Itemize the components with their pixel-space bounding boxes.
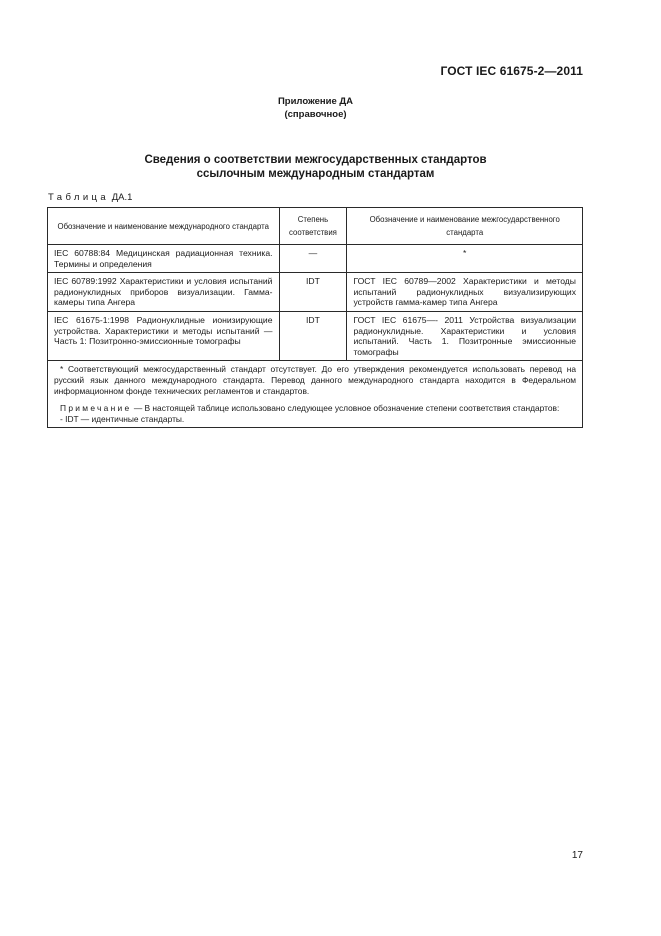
- cell-international-standard: IEC 60789:1992 Характеристики и условия испытаний радионуклидных приборов визуализации. Гамма-камеры типа Ангера: [48, 273, 280, 312]
- table-note-item: - IDT — идентичные стандарты.: [60, 413, 185, 424]
- correspondence-table: [47, 207, 583, 428]
- standard-code-header: ГОСТ IEC 61675-2—2011: [440, 64, 583, 78]
- table-row: [48, 273, 583, 312]
- header-interstate-standard: Обозначение и наименование межгосударственного стандарта: [347, 208, 583, 245]
- document-title-line-1: Сведения о соответствии межгосударственных стандартов: [144, 154, 487, 166]
- table-note: [54, 403, 576, 414]
- appendix-subtitle: (справочное): [284, 109, 347, 120]
- table-footnote: * Соответствующий межгосударственный стандарт отсутствует. До его утверждения рекомендуется использовать перевод на русский язык данного международного стандарта. Перевод данного международного стандарта находится в Федеральном информационном фонде технических регламентов и стандартов.: [54, 364, 576, 396]
- cell-degree: IDT: [279, 273, 347, 312]
- table-caption-word: Таблица: [48, 192, 110, 203]
- cell-international-standard: IEC 61675-1:1998 Радионуклидные ионизирующие устройства. Характеристики и методы испытаний — Часть 1: Позитронно-эмиссионные томографы: [48, 311, 280, 360]
- document-title: [0, 153, 631, 181]
- table-row: [48, 311, 583, 360]
- table-notes-cell: [48, 361, 583, 428]
- appendix-heading: [0, 95, 631, 121]
- cell-degree: —: [279, 245, 347, 273]
- cell-interstate-standard: ГОСТ IEC 61675—- 2011 Устройства визуализации радионуклидные. Характеристики и условия испытаний. Часть 1. Позитронные эмиссионные томографы: [347, 311, 583, 360]
- appendix-title: Приложение ДА: [277, 96, 354, 107]
- cell-interstate-standard: *: [347, 245, 583, 273]
- table-row: [48, 245, 583, 273]
- table-caption-number: ДА.1: [111, 192, 133, 203]
- table-note-text: — В настоящей таблице использовано следующее условное обозначение степени соответствия стандартов:: [133, 403, 560, 414]
- table-notes-row: [48, 361, 583, 428]
- header-international-standard: Обозначение и наименование международного стандарта: [48, 208, 280, 245]
- document-title-line-2: ссылочным международным стандартам: [196, 168, 435, 180]
- cell-interstate-standard: ГОСТ IEC 60789—2002 Характеристики и методы испытаний радионуклидных визуализирующих устройств гамма-камер типа Ангера: [347, 273, 583, 312]
- cell-international-standard: IEC 60788:84 Медицинская радиационная техника. Термины и определения: [48, 245, 280, 273]
- table-note-label: Примечание: [60, 403, 132, 414]
- header-degree-of-correspondence: Степень соответствия: [279, 208, 347, 245]
- cell-degree: IDT: [279, 311, 347, 360]
- table-header-row: [48, 208, 583, 245]
- page-number: 17: [571, 850, 583, 861]
- table-caption: [48, 192, 132, 203]
